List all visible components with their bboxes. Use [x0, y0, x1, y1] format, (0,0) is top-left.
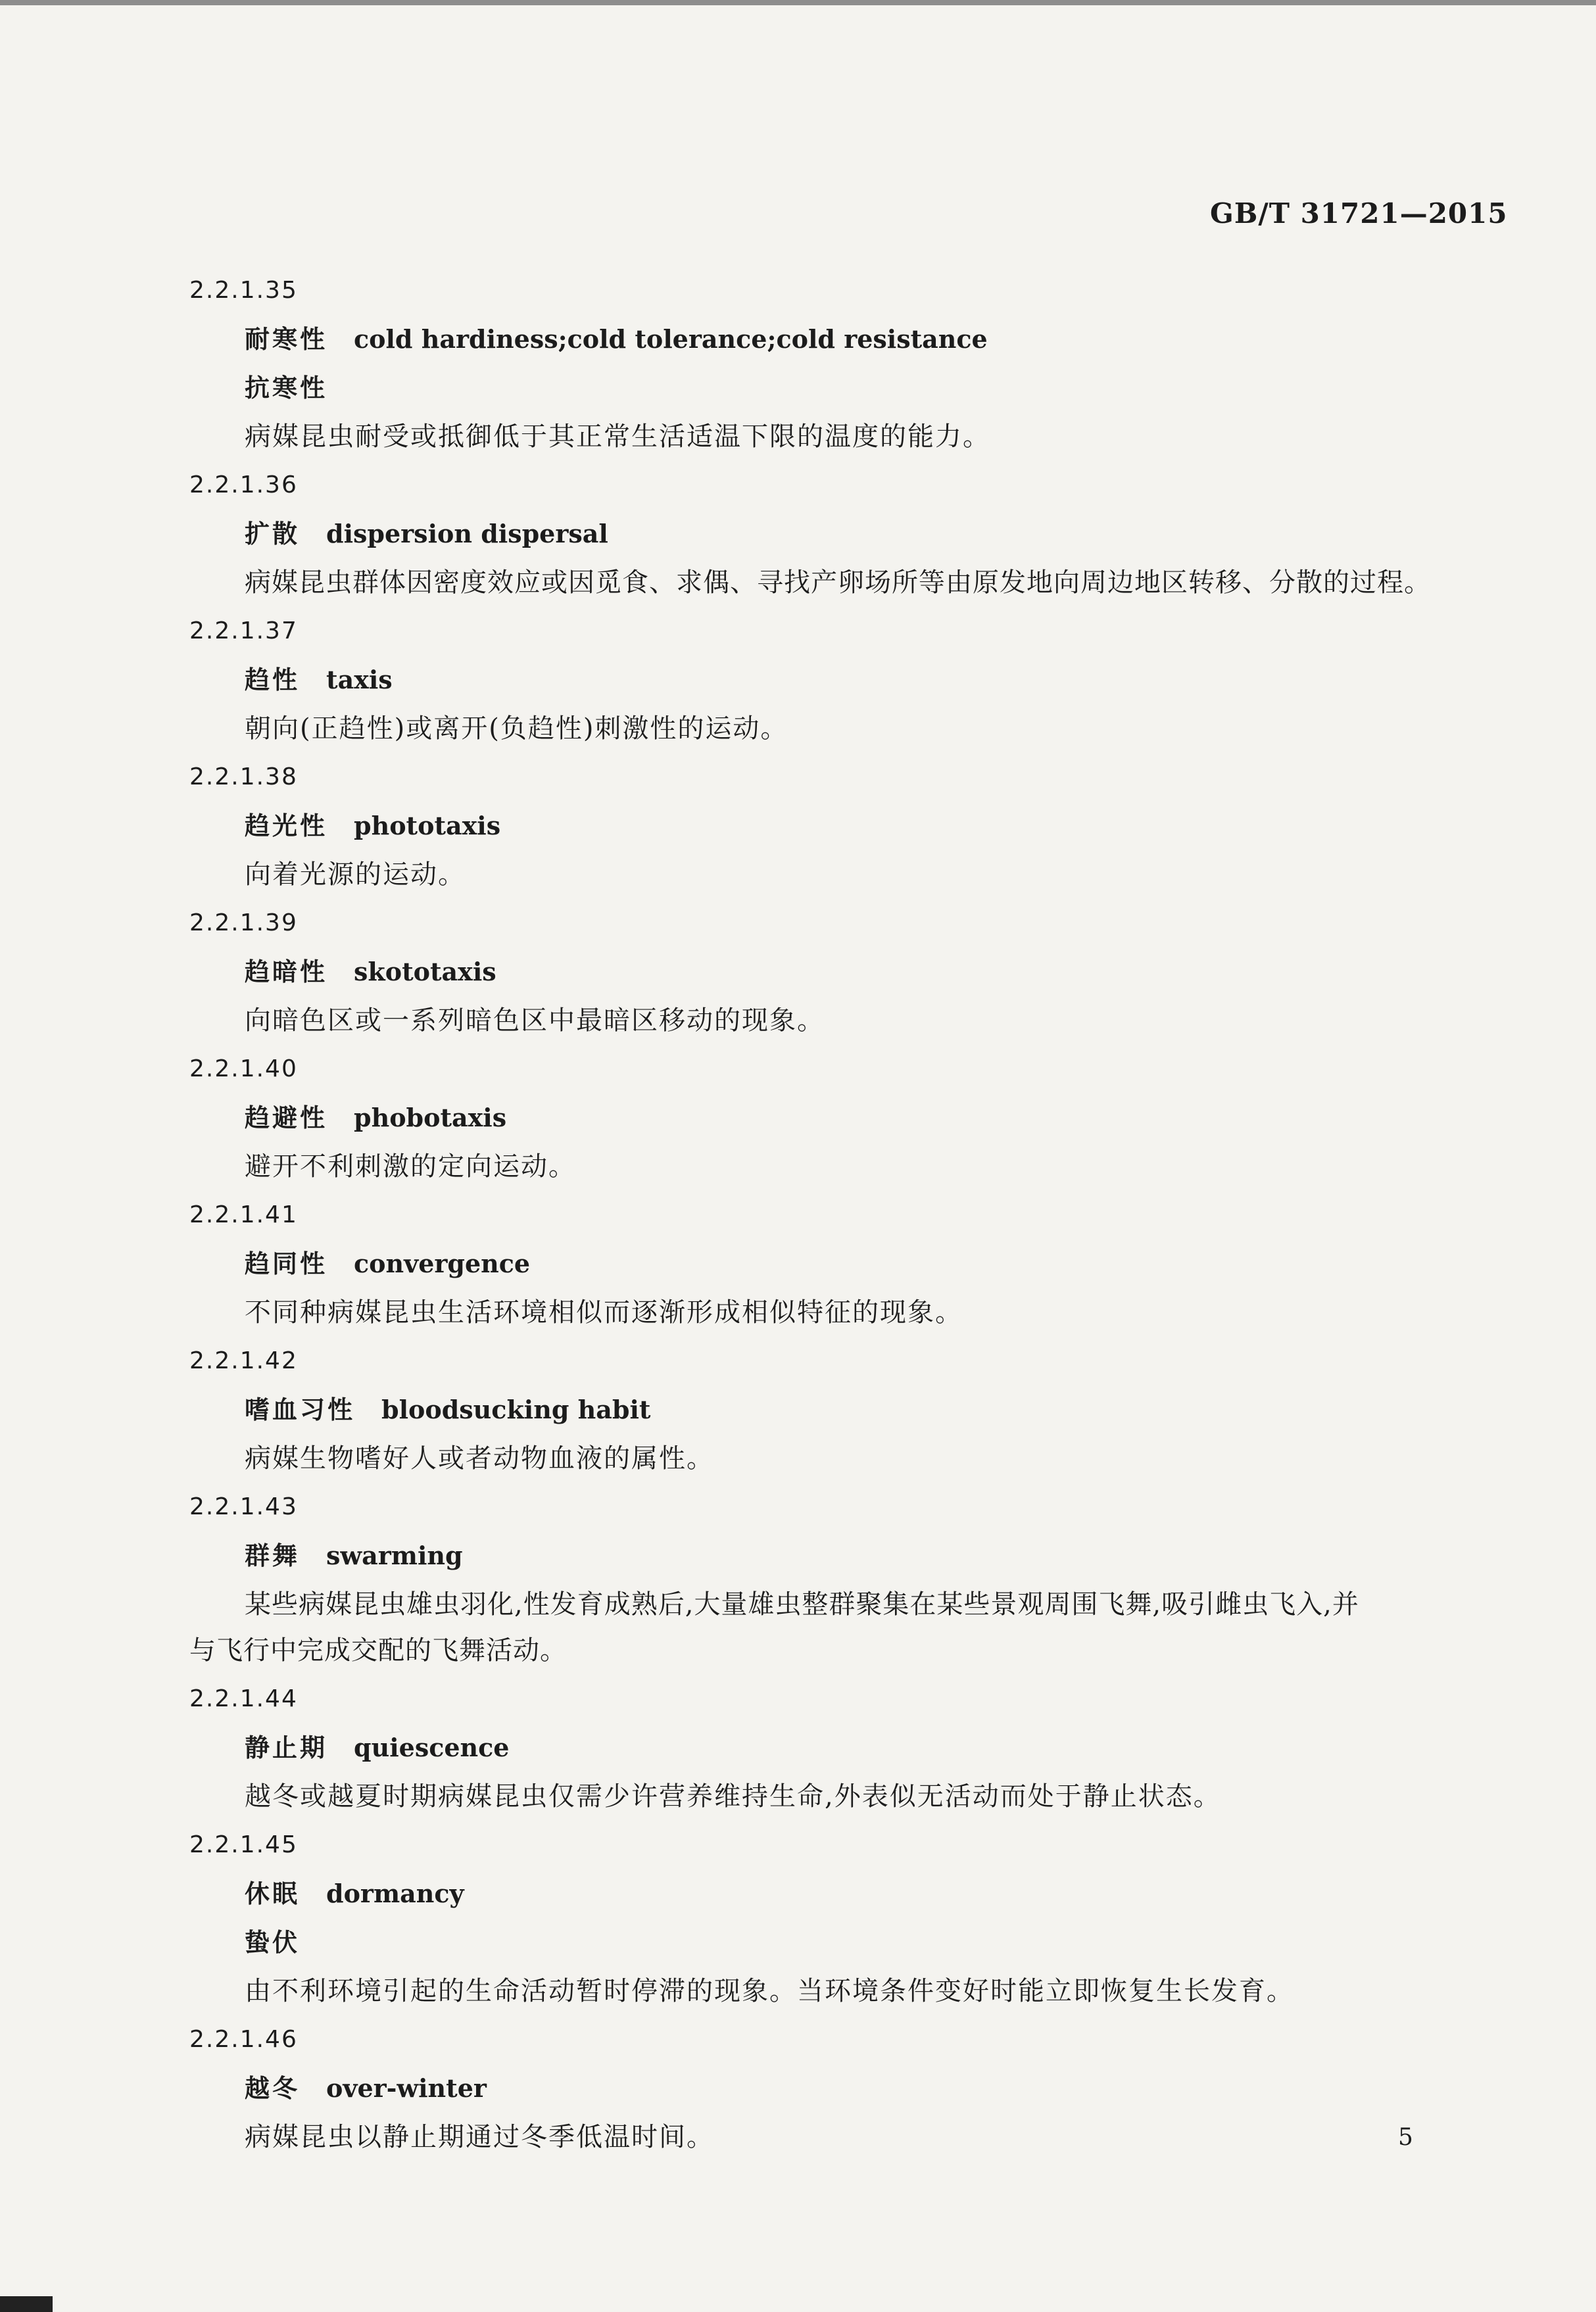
term-definition: 病媒昆虫以静止期通过冬季低温时间。 — [245, 2122, 714, 2152]
term-heading — [189, 1723, 1478, 1772]
term-number: 2.2.1.36 — [189, 471, 298, 498]
term-entry-2-2-1-42 — [189, 1337, 1478, 1483]
term-definition: 朝向(正趋性)或离开(负趋性)刺激性的运动。 — [245, 713, 788, 744]
term-heading — [189, 1385, 1478, 1434]
term-chinese: 趋同性 — [245, 1249, 328, 1278]
term-chinese: 越冬 — [245, 2074, 301, 2103]
term-english: convergence — [354, 1249, 531, 1278]
term-definition: 由不利环境引起的生命活动暂时停滞的现象。当环境条件变好时能立即恢复生长发育。 — [245, 1976, 1294, 2006]
term-chinese: 群舞 — [245, 1541, 301, 1570]
term-entry-2-2-1-41 — [189, 1191, 1478, 1337]
term-heading — [189, 948, 1478, 996]
term-entry-2-2-1-45 — [189, 1821, 1478, 2015]
term-definition-continuation: 与飞行中完成交配的飞舞活动。 — [189, 1635, 567, 1666]
term-synonym: 抗寒性 — [245, 373, 328, 402]
top-border-rule — [0, 0, 1596, 5]
term-heading — [189, 656, 1478, 704]
term-chinese: 休眠 — [245, 1879, 301, 1908]
term-definition: 病媒生物嗜好人或者动物血液的属性。 — [245, 1443, 714, 1474]
term-english: over-winter — [326, 2073, 487, 2103]
term-english: dormancy — [326, 1879, 464, 1908]
term-definition — [189, 1580, 1478, 1675]
term-chinese: 嗜血习性 — [245, 1395, 356, 1424]
term-english: taxis — [326, 665, 393, 694]
term-number: 2.2.1.43 — [189, 1493, 298, 1520]
term-heading — [189, 802, 1478, 850]
term-number: 2.2.1.37 — [189, 617, 298, 644]
term-english: phobotaxis — [354, 1103, 507, 1132]
term-entry-2-2-1-36 — [189, 461, 1478, 607]
term-chinese: 趋光性 — [245, 811, 328, 840]
term-entry-2-2-1-40 — [189, 1045, 1478, 1191]
term-entry-2-2-1-46 — [189, 2015, 1478, 2161]
term-chinese: 扩散 — [245, 519, 301, 548]
term-number: 2.2.1.39 — [189, 909, 298, 936]
term-number: 2.2.1.44 — [189, 1685, 298, 1712]
term-chinese: 静止期 — [245, 1733, 328, 1762]
term-synonym: 蛰伏 — [245, 1928, 301, 1957]
scan-edge-mark — [0, 2296, 53, 2312]
term-number: 2.2.1.46 — [189, 2026, 298, 2053]
term-chinese: 耐寒性 — [245, 325, 328, 354]
term-number: 2.2.1.41 — [189, 1201, 298, 1228]
term-number: 2.2.1.45 — [189, 1831, 298, 1858]
term-definition-line: 某些病媒昆虫雄虫羽化,性发育成熟后,大量雄虫整群聚集在某些景观周围飞舞,吸引雌虫飞入,并 — [245, 1589, 1359, 1620]
term-heading — [189, 1869, 1478, 1918]
term-number: 2.2.1.35 — [189, 277, 298, 304]
term-heading — [189, 2064, 1478, 2113]
term-definition: 不同种病媒昆虫生活环境相似而逐渐形成相似特征的现象。 — [245, 1297, 963, 1328]
term-heading — [189, 1094, 1478, 1142]
term-definition: 越冬或越夏时期病媒昆虫仅需少许营养维持生命,外表似无活动而处于静止状态。 — [245, 1781, 1221, 1812]
term-number: 2.2.1.38 — [189, 763, 298, 790]
page-number: 5 — [1398, 2124, 1413, 2151]
term-definition: 向暗色区或一系列暗色区中最暗区移动的现象。 — [245, 1005, 825, 1036]
term-heading — [189, 315, 1478, 364]
term-chinese: 趋避性 — [245, 1103, 328, 1132]
term-english: cold hardiness;cold tolerance;cold resistance — [354, 324, 988, 354]
term-entry-2-2-1-35 — [189, 266, 1478, 461]
term-heading — [189, 510, 1478, 558]
standard-code-header: GB/T 31721—2015 — [1210, 197, 1508, 229]
term-number: 2.2.1.40 — [189, 1055, 298, 1082]
term-english: dispersion dispersal — [326, 519, 608, 548]
term-number: 2.2.1.42 — [189, 1347, 298, 1374]
term-heading — [189, 1240, 1478, 1288]
term-definition: 避开不利刺激的定向运动。 — [245, 1151, 576, 1182]
term-english: bloodsucking habit — [381, 1395, 651, 1424]
term-entry-2-2-1-43 — [189, 1483, 1478, 1675]
term-definition: 病媒昆虫群体因密度效应或因觅食、求偶、寻找产卵场所等由原发地向周边地区转移、分散的过程。 — [245, 567, 1431, 598]
terms-content — [189, 266, 1478, 2161]
term-english: swarming — [326, 1541, 463, 1570]
term-entry-2-2-1-44 — [189, 1675, 1478, 1821]
term-entry-2-2-1-37 — [189, 607, 1478, 753]
term-english: phototaxis — [354, 811, 501, 840]
term-chinese: 趋性 — [245, 665, 301, 694]
term-definition: 向着光源的运动。 — [245, 859, 466, 890]
term-chinese: 趋暗性 — [245, 957, 328, 986]
term-english: quiescence — [354, 1733, 510, 1762]
term-heading — [189, 1531, 1478, 1580]
term-definition: 病媒昆虫耐受或抵御低于其正常生活适温下限的温度的能力。 — [245, 421, 990, 452]
term-entry-2-2-1-38 — [189, 753, 1478, 899]
term-english: skototaxis — [354, 957, 496, 986]
term-entry-2-2-1-39 — [189, 899, 1478, 1045]
